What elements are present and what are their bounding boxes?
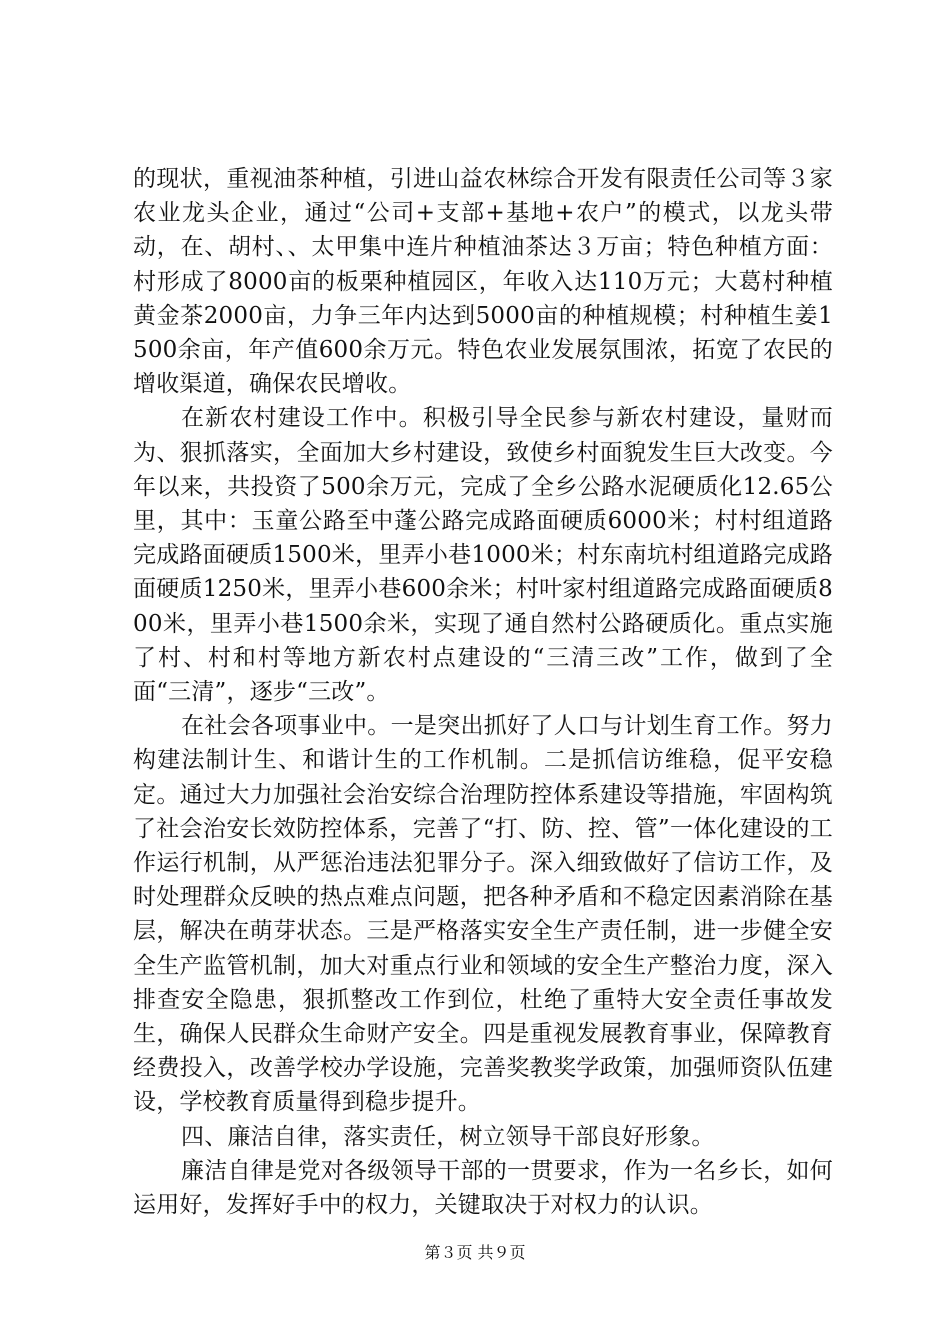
section-heading-integrity: 四、廉洁自律，落实责任，树立领导干部良好形象。 [181,1123,715,1150]
document-body [133,162,833,1222]
paragraph-social-affairs: 在社会各项事业中。一是突出抓好了人口与计划生育工作。努力构建法制计生、和谐计生的工作机制。二是抓信访维稳，促平安稳定。通过大力加强社会治安综合治理防控体系建设等措施，牢固构筑了社会治安长效防控体系，完善了“打、防、控、管”一体化建设的工作运行机制，从严惩治违法犯罪分子。深入细致做好了信访工作，及时处理群众反映的热点难点问题，把各种矛盾和不稳定因素消除在基层，解决在萌芽状态。三是严格落实安全生产责任制，进一步健全安全生产监管机制，加大对重点行业和领域的安全生产整治力度，深入排查安全隐患，狠抓整改工作到位，杜绝了重特大安全责任事故发生，确保人民群众生命财产安全。四是重视发展教育事业，保障教育经费投入，改善学校办学设施，完善奖教奖学政策，加强师资队伍建设，学校教育质量得到稳步提升。 [133,713,833,1116]
paragraph-continuation: 的现状，重视油茶种植，引进山益农林综合开发有限责任公司等３家农业龙头企业，通过“公司+支部+基地+农户”的模式，以龙头带动，在、胡村、、太甲集中连片种植油茶达３万亩；特色种植方面：村形成了8000亩的板栗种植园区，年收入达110万元；大葛村种植黄金茶2000亩，力争三年内达到5000亩的种植规模；村种植生姜1500余亩，年产值600余万元。特色农业发展氛围浓，拓宽了农民的增收渠道，确保农民增收。 [133,166,833,398]
page-number-footer: 第３页 共９页 [424,1243,526,1262]
paragraph-integrity: 廉洁自律是党对各级领导干部的一贯要求，作为一名乡长，如何运用好，发挥好手中的权力，关键取决于对权力的认识。 [133,1157,833,1219]
paragraph-new-rural-construction: 在新农村建设工作中。积极引导全民参与新农村建设，量财而为、狠抓落实，全面加大乡村建设，致使乡村面貌发生巨大改变。今年以来，共投资了500余万元，完成了全乡公路水泥硬质化12.65公里，其中：玉童公路至中蓬公路完成路面硬质6000米；村村组道路完成路面硬质1500米，里弄小巷1000米；村东南坑村组道路完成路面硬质1250米，里弄小巷600余米；村叶家村组道路完成路面硬质800米，里弄小巷1500余米，实现了通自然村公路硬质化。重点实施了村、村和村等地方新农村点建设的“三清三改”工作，做到了全面“三清”，逐步“三改”。 [133,405,833,706]
